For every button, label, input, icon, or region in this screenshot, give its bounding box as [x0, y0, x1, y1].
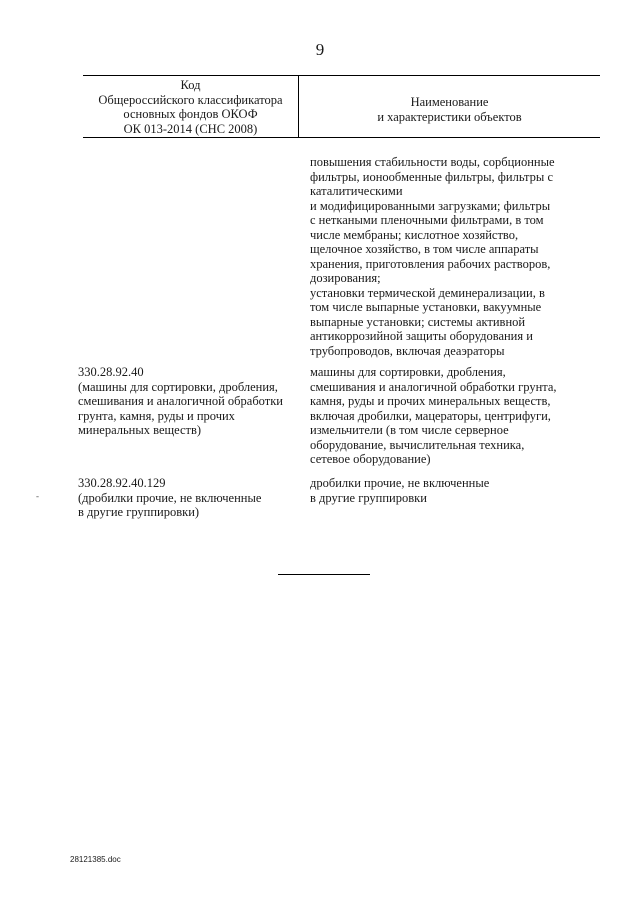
code-line: 330.28.92.40: [78, 365, 144, 379]
page-number: 9: [315, 40, 325, 59]
code-line: смешивания и аналогичной обработки: [78, 394, 283, 408]
header-code-column: [83, 78, 298, 136]
code-line: (машины для сортировки, дробления,: [78, 379, 278, 394]
header-name-column: [299, 95, 600, 124]
description-line: включая дробилки, мацераторы, центрифуги,: [310, 408, 551, 423]
row-description: [310, 476, 600, 505]
header-code-line: Код: [180, 78, 201, 92]
row-code: [78, 365, 293, 438]
description-line: и модифицированными загрузками; фильтры: [310, 198, 551, 213]
description-line: в другие группировки: [310, 490, 427, 505]
row-description: [310, 365, 600, 467]
description-line: повышения стабильности воды, сорбционные: [310, 155, 555, 169]
margin-mark: -: [36, 491, 39, 501]
description-line: оборудование, вычислительная техника,: [310, 437, 525, 452]
description-line: хранения, приготовления рабочих растворов,: [310, 256, 551, 271]
row-description: [310, 155, 600, 358]
description-line: машины для сортировки, дробления,: [310, 365, 506, 379]
description-line: антикоррозийной защиты оборудования и: [310, 329, 533, 343]
description-line: дозирования;: [310, 271, 381, 285]
description-line: том числе выпарные установки, вакуумные: [310, 300, 542, 314]
description-line: выпарные установки; системы активной: [310, 314, 526, 329]
footer-filename: 28121385.doc: [70, 855, 121, 864]
code-line: в другие группировки): [78, 505, 200, 519]
code-line: грунта, камня, руды и прочих: [78, 408, 235, 423]
header-code-line: основных фондов ОКОФ: [123, 107, 258, 121]
description-line: дробилки прочие, не включенные: [310, 476, 490, 490]
description-line: с неткаными пленочными фильтрами, в том: [310, 213, 544, 227]
description-line: камня, руды и прочих минеральных веществ,: [310, 394, 551, 408]
description-line: установки термической деминерализации, в: [310, 285, 545, 300]
code-line: 330.28.92.40.129: [78, 476, 166, 490]
description-line: измельчители (в том числе серверное: [310, 423, 509, 437]
code-line: (дробилки прочие, не включенные: [78, 490, 262, 505]
header-top-rule: [83, 75, 600, 76]
end-of-document-rule: [278, 574, 370, 575]
header-code-line: Общероссийского классификатора: [98, 92, 283, 107]
row-code: [78, 476, 293, 520]
description-line: каталитическими: [310, 184, 403, 198]
description-line: щелочное хозяйство, в том числе аппараты: [310, 242, 539, 256]
description-line: сетевое оборудование): [310, 452, 431, 466]
code-line: минеральных веществ): [78, 423, 202, 437]
header-code-line: ОК 013-2014 (СНС 2008): [123, 121, 258, 136]
description-line: трубопроводов, включая деаэраторы: [310, 343, 505, 358]
description-line: числе мембраны; кислотное хозяйство,: [310, 227, 519, 242]
header-name-line: и характеристики объектов: [377, 109, 522, 124]
description-line: смешивания и аналогичной обработки грунта,: [310, 379, 557, 394]
header-name-line: Наименование: [410, 95, 489, 109]
description-line: фильтры, ионообменные фильтры, фильтры с: [310, 169, 553, 184]
header-bottom-rule: [83, 137, 600, 138]
